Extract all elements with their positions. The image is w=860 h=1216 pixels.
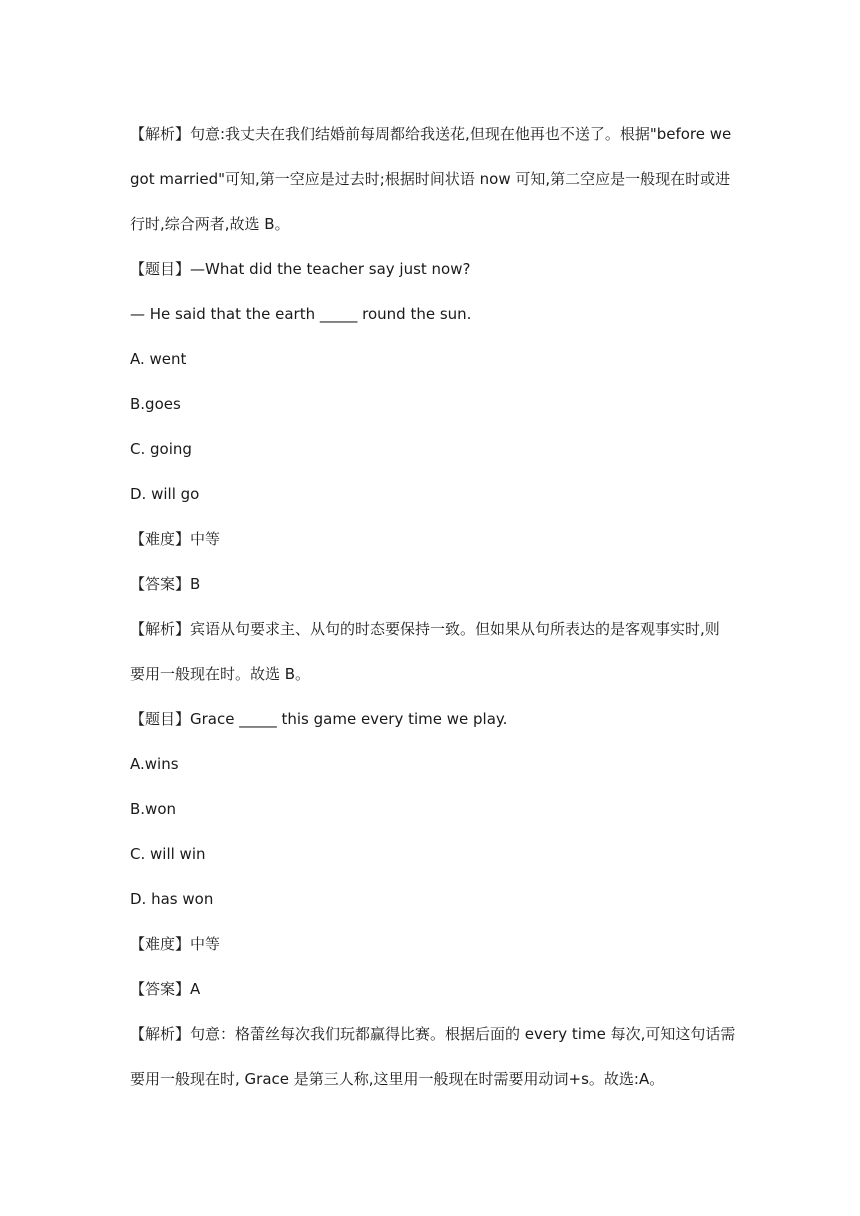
question-3-option-c: C. will win — [130, 845, 206, 863]
question-3-option-d: D. has won — [130, 890, 214, 908]
analysis-paragraph-2 — [130, 607, 735, 697]
analysis-line: 【解析】句意：格蕾丝每次我们玩都赢得比赛。根据后面的 every time 每次,可知这句话需 — [130, 1025, 736, 1043]
question-2-prompt: 【题目】—What did the teacher say just now? — [130, 260, 471, 278]
question-2-option-a: A. went — [130, 350, 187, 368]
question-2-option-d: D. will go — [130, 485, 200, 503]
question-3-option-b: B.won — [130, 800, 177, 818]
question-3-answer: 【答案】A — [130, 980, 201, 998]
question-2-answer: 【答案】B — [130, 575, 201, 593]
question-2-option-b: B.goes — [130, 395, 181, 413]
analysis-paragraph-3 — [130, 1012, 735, 1102]
analysis-line: 要用一般现在时。故选 B。 — [130, 665, 311, 683]
analysis-line: 【解析】宾语从句要求主、从句的时态要保持一致。但如果从句所表达的是客观事实时,则 — [130, 620, 720, 638]
analysis-paragraph-1 — [130, 112, 735, 247]
question-3-difficulty: 【难度】中等 — [130, 935, 221, 953]
analysis-line: got married"可知,第一空应是过去时;根据时间状语 now 可知,第二空应是一般现在时或进 — [130, 170, 731, 188]
analysis-line: 【解析】句意:我丈夫在我们结婚前每周都给我送花,但现在他再也不送了。根据"before we — [130, 125, 732, 143]
document-content — [130, 112, 735, 1102]
analysis-line: 行时,综合两者,故选 B。 — [130, 215, 290, 233]
question-2-difficulty: 【难度】中等 — [130, 530, 221, 548]
question-3-option-a: A.wins — [130, 755, 179, 773]
question-2-option-c: C. going — [130, 440, 192, 458]
analysis-line: 要用一般现在时, Grace 是第三人称,这里用一般现在时需要用动词+s。故选:A。 — [130, 1070, 665, 1088]
question-2-reply: — He said that the earth _____ round the sun. — [130, 305, 472, 323]
question-3-prompt: 【题目】Grace _____ this game every time we play. — [130, 710, 508, 728]
